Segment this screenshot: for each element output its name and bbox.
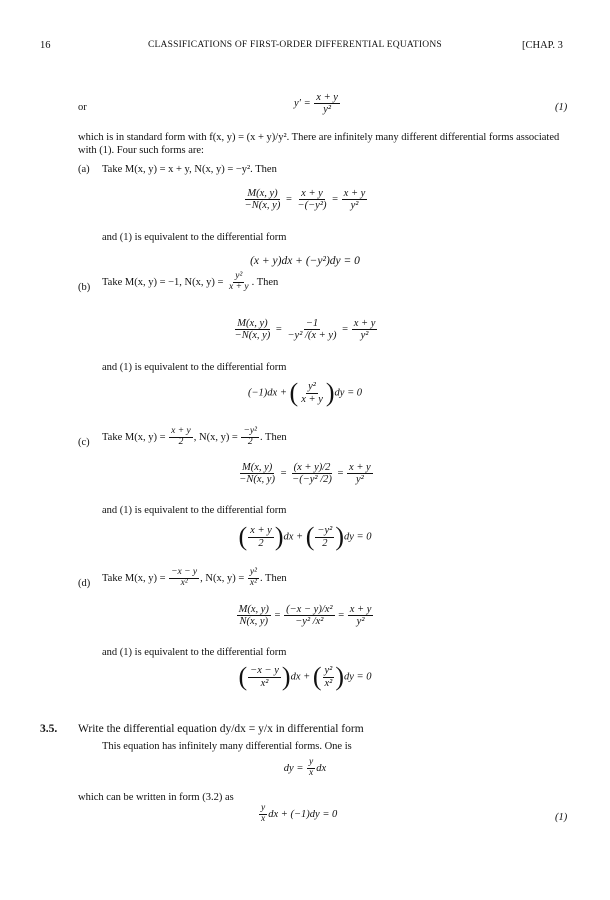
- part-b-form: (−1)dx + ( $\frac{\text{y²}}{x + y}$ )dy = 0: [247, 378, 363, 407]
- problem-body-2: which can be written in form (3.2) as: [78, 792, 234, 803]
- b-take-den: x + y: [229, 281, 249, 292]
- page-number: 16: [40, 40, 51, 51]
- problem-equation: [0, 758, 610, 779]
- part-a-label: (a): [78, 164, 90, 175]
- problem-final-suffix: dx + (−1)dy = 0: [268, 808, 338, 820]
- b-ratio-num: M(x, y): [237, 318, 268, 329]
- part-b-equiv: and (1) is equivalent to the differential form: [102, 362, 287, 373]
- b-form-num: y²: [308, 381, 316, 393]
- c-form-a-den: 2: [258, 537, 264, 549]
- b-take-num: y²: [235, 271, 243, 281]
- part-c-ratio: $\frac{M(x, y)}{-N(x, y)}$ = $\frac{(x + y)/2}{\text{−(−y² /2)}}$ = $\frac{x + y}{\text{y²}}$: [239, 462, 371, 486]
- d-mid-den: −y² /x²: [295, 616, 324, 628]
- problem-eq-suffix: dx: [316, 762, 327, 774]
- c-form-a-num: x + y: [250, 525, 272, 537]
- problem-title: Write the differential equation dy/dx = y/x in differential form: [78, 723, 364, 735]
- part-d-form: ( $\frac{-x - y}{\text{x²}}$ )dx + ( $\frac{\text{y²}}{\text{x²}}$ )dy = 0: [238, 662, 372, 691]
- part-b-ratio: $\frac{M(x, y)}{-N(x, y)}$ = $\frac{-1}{\text{−y² /(x + y)}}$ = $\frac{x + y}{\text{y²}}$: [234, 318, 376, 342]
- b-form-suffix: dy = 0: [334, 387, 363, 399]
- c-take-n-den: 2: [247, 436, 253, 447]
- problem-number: 3.5.: [40, 723, 58, 735]
- part-a-equiv: and (1) is equivalent to the differential form: [102, 232, 287, 243]
- intro-paragraph: which is in standard form with f(x, y) = (x + y)/y². There are infinitely many different differential forms associated with (1). Four such forms are:: [78, 132, 560, 156]
- c-form-mid: dx +: [283, 531, 304, 543]
- part-c-take: [102, 427, 287, 448]
- problem-final-num: y: [261, 803, 266, 813]
- c-form-b-num: −y²: [317, 525, 333, 537]
- main-equation-num: x + y: [316, 92, 338, 103]
- part-d-label: (d): [78, 578, 91, 589]
- c-form-suffix: dy = 0: [344, 531, 372, 543]
- d-rhs-den: y²: [356, 616, 365, 628]
- a-rhs-den: y²: [350, 200, 359, 212]
- problem-eq-num: y: [309, 757, 314, 767]
- running-title: CLASSIFICATIONS OF FIRST-ORDER DIFFERENTIAL EQUATIONS: [148, 40, 442, 50]
- d-form-a-den: x²: [260, 677, 269, 689]
- d-take-n-den: x²: [249, 577, 257, 588]
- a-mid-den: −(−y²): [297, 200, 327, 212]
- d-form-a-num: −x − y: [250, 665, 279, 677]
- part-c-equiv: and (1) is equivalent to the differential form: [102, 505, 287, 516]
- a-ratio-num: M(x, y): [247, 188, 278, 199]
- d-form-mid: dx +: [290, 671, 311, 683]
- c-take-mid: , N(x, y) =: [193, 431, 238, 443]
- b-take-prefix: Take M(x, y) = −1, N(x, y) =: [102, 276, 224, 288]
- c-ratio-num: M(x, y): [241, 462, 273, 473]
- problem-eq-den: x: [309, 767, 314, 778]
- d-mid-num: (−x − y)/x²: [286, 604, 333, 615]
- a-mid-num: x + y: [301, 188, 323, 199]
- a-rhs-num: x + y: [343, 188, 366, 199]
- part-a-take: Take M(x, y) = x + y, N(x, y) = −y². Then: [102, 164, 277, 175]
- main-equation-den: y²: [323, 104, 332, 116]
- d-rhs-num: x + y: [349, 604, 372, 615]
- part-b-label: (b): [78, 282, 91, 293]
- b-rhs-den: y²: [360, 330, 369, 342]
- d-take-mid: , N(x, y) =: [200, 572, 245, 584]
- c-ratio-den: −N(x, y): [239, 474, 275, 486]
- part-c-form: ( $\frac{x + y}{2}$ )dx + ( $\frac{\text{−y²}}{2}$ )dy = 0: [238, 522, 372, 551]
- c-take-m-num: x + y: [171, 426, 191, 436]
- d-take-m-num: −x − y: [171, 567, 198, 577]
- c-take-n-num: −y²: [243, 426, 257, 436]
- c-take-m-den: 2: [178, 436, 184, 447]
- or-word: or: [78, 102, 87, 113]
- c-mid-num: (x + y)/2: [293, 462, 331, 473]
- main-equation-lhs: y′ =: [294, 97, 311, 109]
- b-rhs-num: x + y: [353, 318, 376, 329]
- part-c-label: (c): [78, 437, 90, 448]
- c-take-prefix: Take M(x, y) =: [102, 431, 166, 443]
- d-form-b-num: y²: [324, 665, 333, 677]
- b-form-prefix: (−1)dx +: [247, 387, 287, 399]
- c-mid-den: −(−y² /2): [292, 474, 332, 486]
- d-take-prefix: Take M(x, y) =: [102, 572, 166, 584]
- a-ratio-den: −N(x, y): [244, 200, 281, 212]
- c-rhs-den: y²: [355, 474, 364, 486]
- d-take-m-den: x²: [180, 577, 188, 588]
- d-ratio-den: N(x, y): [239, 616, 269, 628]
- d-form-suffix: dy = 0: [344, 671, 372, 683]
- part-b-take: [102, 272, 278, 293]
- problem-final-label: (1): [555, 812, 568, 823]
- b-form-den: x + y: [301, 393, 323, 405]
- d-take-suffix: . Then: [259, 572, 287, 584]
- b-take-suffix: . Then: [251, 276, 279, 288]
- part-a-ratio: $\frac{M(x, y)}{-N(x, y)}$ = $\frac{x + y}{\text{−(−y²)}}$ = $\frac{x + y}{\text{y²}}$: [244, 188, 366, 212]
- main-equation: [294, 92, 341, 115]
- problem-eq-prefix: dy =: [283, 762, 304, 774]
- equation-label: (1): [555, 102, 568, 113]
- d-form-b-den: x²: [324, 677, 333, 689]
- part-d-take: [102, 568, 287, 589]
- part-d-ratio: $\frac{M(x, y)}{N(x, y)}$ = $\frac{\text{(−x − y)/x²}}{\text{−y² /x²}}$ = $\frac{x + y}{\text{y²}}$: [238, 604, 372, 628]
- part-d-equiv: and (1) is equivalent to the differential form: [102, 647, 287, 658]
- b-mid-num: −1: [305, 318, 319, 329]
- problem-final-den: x: [261, 813, 266, 824]
- c-rhs-num: x + y: [349, 462, 371, 473]
- c-form-b-den: 2: [322, 537, 328, 549]
- c-take-suffix: . Then: [259, 431, 287, 443]
- chapter-label: [CHAP. 3: [522, 40, 563, 51]
- b-mid-den: −y² /(x + y): [287, 330, 337, 342]
- d-take-n-num: y²: [249, 567, 257, 577]
- b-ratio-den: −N(x, y): [234, 330, 271, 342]
- part-a-form: (x + y)dx + (−y²)dy = 0: [250, 255, 360, 267]
- problem-final-equation: [258, 804, 337, 825]
- d-ratio-num: M(x, y): [238, 604, 269, 615]
- problem-body: This equation has infinitely many differential forms. One is: [102, 741, 352, 752]
